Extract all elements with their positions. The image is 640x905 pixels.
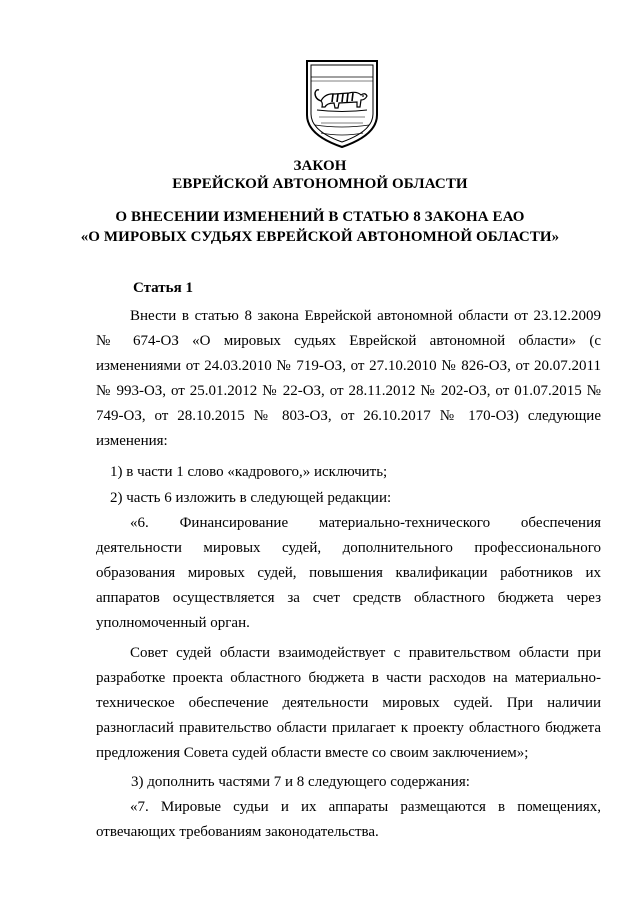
quoted-part-6-paragraph	[96, 511, 601, 636]
council-paragraph	[96, 641, 601, 766]
quoted-part-7-text: «7. Мировые судьи и их аппараты размещаются в помещениях, отвечающих требованиям законодательства.	[96, 799, 601, 840]
article-intro-text: Внести в статью 8 закона Еврейской автономной области от 23.12.2009 № 674-ОЗ «О мировых судьях Еврейской автономной области» (с изменениями от 24.03.2010 № 719-ОЗ, от 27.10.2010 № 826-ОЗ, от 20.07.2011 № 993-ОЗ, от 25.01.2012 № 22-ОЗ, от 28.11.2012 № 202-ОЗ, от 01.07.2015 № 749-ОЗ, от 28.10.2015 № 803-ОЗ, от 26.10.2017 № 170-ОЗ) следующие изменения:	[96, 308, 601, 449]
law-subtitle-line-2: «О МИРОВЫХ СУДЬЯХ ЕВРЕЙСКОЙ АВТОНОМНОЙ ОБЛАСТИ»	[80, 229, 560, 245]
article-intro-paragraph	[96, 304, 601, 454]
quoted-part-6-text: «6. Финансирование материально-технического обеспечения деятельности мировых судей, дополнительного профессионального образования мировых судей, повышения квалификации работников их аппаратов осуществляется за счет средств областного бюджета через уполномоченный орган.	[96, 515, 601, 631]
law-subtitle-line-1: О ВНЕСЕНИИ ИЗМЕНЕНИЙ В СТАТЬЮ 8 ЗАКОНА ЕАО	[115, 209, 525, 225]
tiger-coat-of-arms-icon	[303, 55, 381, 151]
amendment-item-1: 1) в части 1 слово «кадрового,» исключить;	[110, 464, 388, 480]
quoted-part-7-paragraph	[96, 795, 601, 845]
coat-of-arms-emblem	[303, 55, 381, 151]
amendment-item-3: 3) дополнить частями 7 и 8 следующего содержания:	[131, 774, 470, 790]
amendment-item-2: 2) часть 6 изложить в следующей редакции:	[110, 490, 392, 506]
article-title: Статья 1	[133, 280, 193, 296]
council-text: Совет судей области взаимодействует с правительством области при разработке проекта областного бюджета в части расходов на материально-техническое обеспечение деятельности мировых судей. При наличии разногласий правительство области прилагает к проекту областного бюджета предложения Совета судей области вместе со своим заключением»;	[96, 645, 601, 761]
region-title: ЕВРЕЙСКОЙ АВТОНОМНОЙ ОБЛАСТИ	[172, 176, 468, 192]
law-title: ЗАКОН	[293, 158, 347, 174]
